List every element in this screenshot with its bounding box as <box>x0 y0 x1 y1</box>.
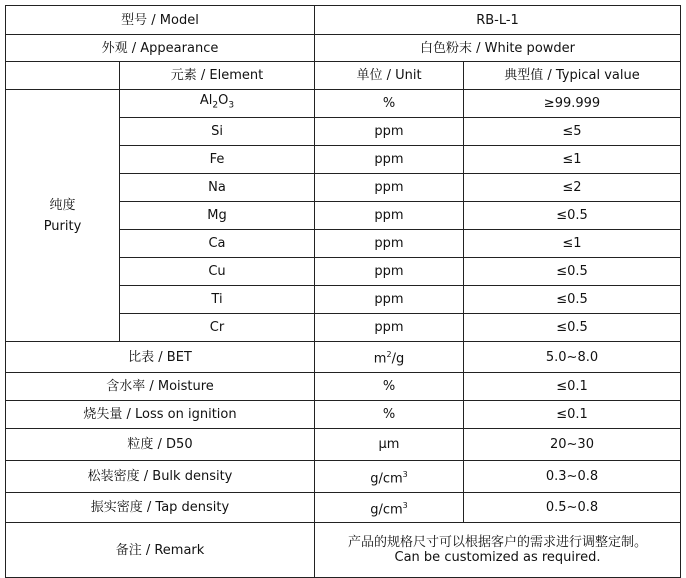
property-row <box>6 342 681 373</box>
property-value: 0.3~0.8 <box>464 461 681 493</box>
value-cell: ≤0.5 <box>464 202 681 230</box>
property-value: ≤0.1 <box>464 401 681 429</box>
unit-cell: ppm <box>315 314 464 342</box>
purity-row <box>6 90 681 118</box>
purity-label-en: Purity <box>43 218 82 234</box>
remark-line-en: Can be customized as required. <box>394 550 601 565</box>
property-row <box>6 429 681 461</box>
value-cell: ≤5 <box>464 118 681 146</box>
purity-label <box>6 90 120 342</box>
appearance-row <box>6 35 681 62</box>
property-unit: $m^2/g$ <box>315 342 464 373</box>
unit-cell: ppm <box>315 258 464 286</box>
unit-cell: ppm <box>315 202 464 230</box>
property-unit: μm <box>315 429 464 461</box>
element-cell: Si <box>120 118 315 146</box>
property-label: 烧失量 / Loss on ignition <box>6 401 315 429</box>
property-unit: % <box>315 373 464 401</box>
column-header-unit: 单位 / Unit <box>315 62 464 90</box>
unit-cell: ppm <box>315 230 464 258</box>
property-value: ≤0.1 <box>464 373 681 401</box>
value-cell: ≤0.5 <box>464 286 681 314</box>
spec-sheet <box>5 5 681 578</box>
column-header-element: 元素 / Element <box>120 62 315 90</box>
unit-cell: ppm <box>315 286 464 314</box>
model-label: 型号 / Model <box>6 6 315 35</box>
property-value: 20~30 <box>464 429 681 461</box>
property-row <box>6 493 681 523</box>
property-label: 松装密度 / Bulk density <box>6 461 315 493</box>
element-cell: Cu <box>120 258 315 286</box>
column-header-typical: 典型值 / Typical value <box>464 62 681 90</box>
element-cell: Mg <box>120 202 315 230</box>
property-value: 0.5~0.8 <box>464 493 681 523</box>
unit-cell: % <box>315 90 464 118</box>
element-cell: Na <box>120 174 315 202</box>
model-row <box>6 6 681 35</box>
remark-line-cn: 产品的规格尺寸可以根据客户的需求进行调整定制。 <box>347 535 647 550</box>
property-unit: $g/cm^3$ <box>315 461 464 493</box>
value-cell: ≤0.5 <box>464 258 681 286</box>
value-cell: ≤1 <box>464 230 681 258</box>
property-row <box>6 401 681 429</box>
element-cell: $Al_2O_3$ <box>120 90 315 118</box>
element-cell: Ti <box>120 286 315 314</box>
column-header-row <box>6 62 681 90</box>
property-unit: % <box>315 401 464 429</box>
model-value: RB-L-1 <box>315 6 681 35</box>
value-cell: ≤0.5 <box>464 314 681 342</box>
element-cell: Ca <box>120 230 315 258</box>
value-cell: ≤2 <box>464 174 681 202</box>
value-cell: ≥99.999 <box>464 90 681 118</box>
unit-cell: ppm <box>315 118 464 146</box>
property-label: 振实密度 / Tap density <box>6 493 315 523</box>
property-value: 5.0~8.0 <box>464 342 681 373</box>
property-label: 比表 / BET <box>6 342 315 373</box>
blank-header-cell <box>6 62 120 90</box>
property-label: 粒度 / D50 <box>6 429 315 461</box>
remark-label: 备注 / Remark <box>6 523 315 578</box>
remark-row <box>6 523 681 578</box>
property-row <box>6 373 681 401</box>
element-cell: Fe <box>120 146 315 174</box>
property-row <box>6 461 681 493</box>
element-cell: Cr <box>120 314 315 342</box>
remark-value <box>315 523 681 578</box>
appearance-label: 外观 / Appearance <box>6 35 315 62</box>
property-label: 含水率 / Moisture <box>6 373 315 401</box>
value-cell: ≤1 <box>464 146 681 174</box>
unit-cell: ppm <box>315 174 464 202</box>
appearance-value: 白色粉末 / White powder <box>315 35 681 62</box>
purity-label-cn: 纯度 <box>49 197 76 213</box>
unit-cell: ppm <box>315 146 464 174</box>
spec-table <box>5 5 681 578</box>
property-unit: $g/cm^3$ <box>315 493 464 523</box>
